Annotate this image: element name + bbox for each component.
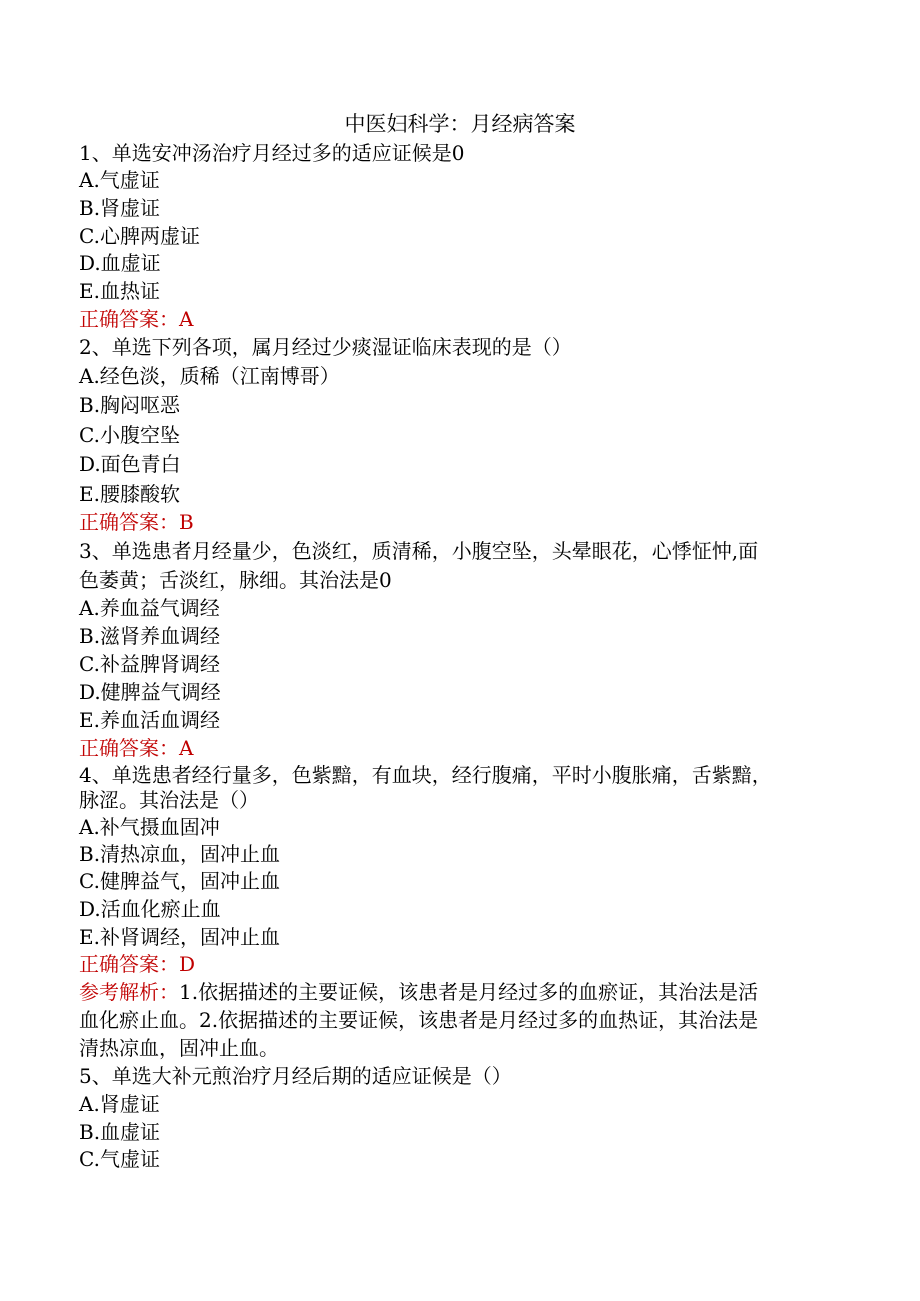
question-2-stem: 2、单选下列各项，属月经过少痰湿证临床表现的是（） bbox=[79, 335, 572, 359]
question-2-option-a: A.经色淡，质稀（江南博哥） bbox=[79, 364, 340, 388]
question-3-stem-line-1: 3、单选患者月经量少，色淡红，质清稀，小腹空坠，头晕眼花，心悸怔忡,面 bbox=[79, 539, 759, 563]
question-1-option-a: A.气虚证 bbox=[79, 168, 160, 192]
question-4-option-c: C.健脾益气，固冲止血 bbox=[79, 869, 280, 893]
question-2-option-d: D.面色青白 bbox=[79, 452, 181, 476]
question-5-option-c: C.气虚证 bbox=[79, 1147, 160, 1171]
question-4-stem-line-2: 脉涩。其治法是（） bbox=[79, 788, 259, 812]
question-1-option-b: B.肾虚证 bbox=[79, 196, 161, 220]
question-4-option-b: B.清热凉血，固冲止血 bbox=[79, 842, 281, 866]
question-5-option-a: A.肾虚证 bbox=[79, 1092, 160, 1116]
question-3-option-d: D.健脾益气调经 bbox=[79, 680, 221, 704]
question-5-stem: 5、单选大补元煎治疗月经后期的适应证候是（） bbox=[79, 1064, 512, 1088]
question-3-option-b: B.滋肾养血调经 bbox=[79, 624, 221, 648]
question-2-option-e: E.腰膝酸软 bbox=[79, 482, 180, 506]
page-title: 中医妇科学：月经病答案 bbox=[344, 112, 576, 136]
question-4-analysis-line-3: 清热凉血，固冲止血。 bbox=[79, 1036, 279, 1060]
question-5-option-b: B.血虚证 bbox=[79, 1120, 161, 1144]
question-2-answer: 正确答案：B bbox=[79, 510, 194, 534]
question-1-stem: 1、单选安冲汤治疗月经过多的适应证候是0 bbox=[79, 141, 465, 165]
question-4-answer: 正确答案：D bbox=[79, 952, 196, 976]
question-2-option-b: B.胸闷呕恶 bbox=[79, 393, 181, 417]
question-2-option-c: C.小腹空坠 bbox=[79, 423, 180, 447]
question-4-stem-line-1: 4、单选患者经行量多，色紫黯，有血块，经行腹痛，平时小腹胀痛，舌紫黯， bbox=[79, 763, 772, 787]
question-3-stem-line-2: 色萎黄；舌淡红，脉细。其治法是0 bbox=[79, 568, 392, 592]
question-4-analysis-line-1 bbox=[79, 978, 758, 1006]
question-1-option-c: C.心脾两虚证 bbox=[79, 224, 200, 248]
question-1-answer: 正确答案：A bbox=[79, 307, 194, 331]
analysis-text-1: 1.依据描述的主要证候，该患者是月经过多的血瘀证，其治法是活 bbox=[179, 980, 759, 1004]
question-4-option-e: E.补肾调经，固冲止血 bbox=[79, 925, 280, 949]
analysis-label: 参考解析： bbox=[79, 980, 179, 1004]
question-4-option-d: D.活血化瘀止血 bbox=[79, 897, 221, 921]
question-3-option-e: E.养血活血调经 bbox=[79, 708, 220, 732]
question-1-option-d: D.血虚证 bbox=[79, 251, 161, 275]
question-3-answer: 正确答案：A bbox=[79, 736, 194, 760]
question-4-analysis-line-2: 血化瘀止血。2.依据描述的主要证候，该患者是月经过多的血热证，其治法是 bbox=[79, 1008, 759, 1032]
question-4-option-a: A.补气摄血固冲 bbox=[79, 815, 220, 839]
question-3-option-c: C.补益脾肾调经 bbox=[79, 652, 220, 676]
question-1-option-e: E.血热证 bbox=[79, 279, 160, 303]
question-3-option-a: A.养血益气调经 bbox=[79, 596, 220, 620]
